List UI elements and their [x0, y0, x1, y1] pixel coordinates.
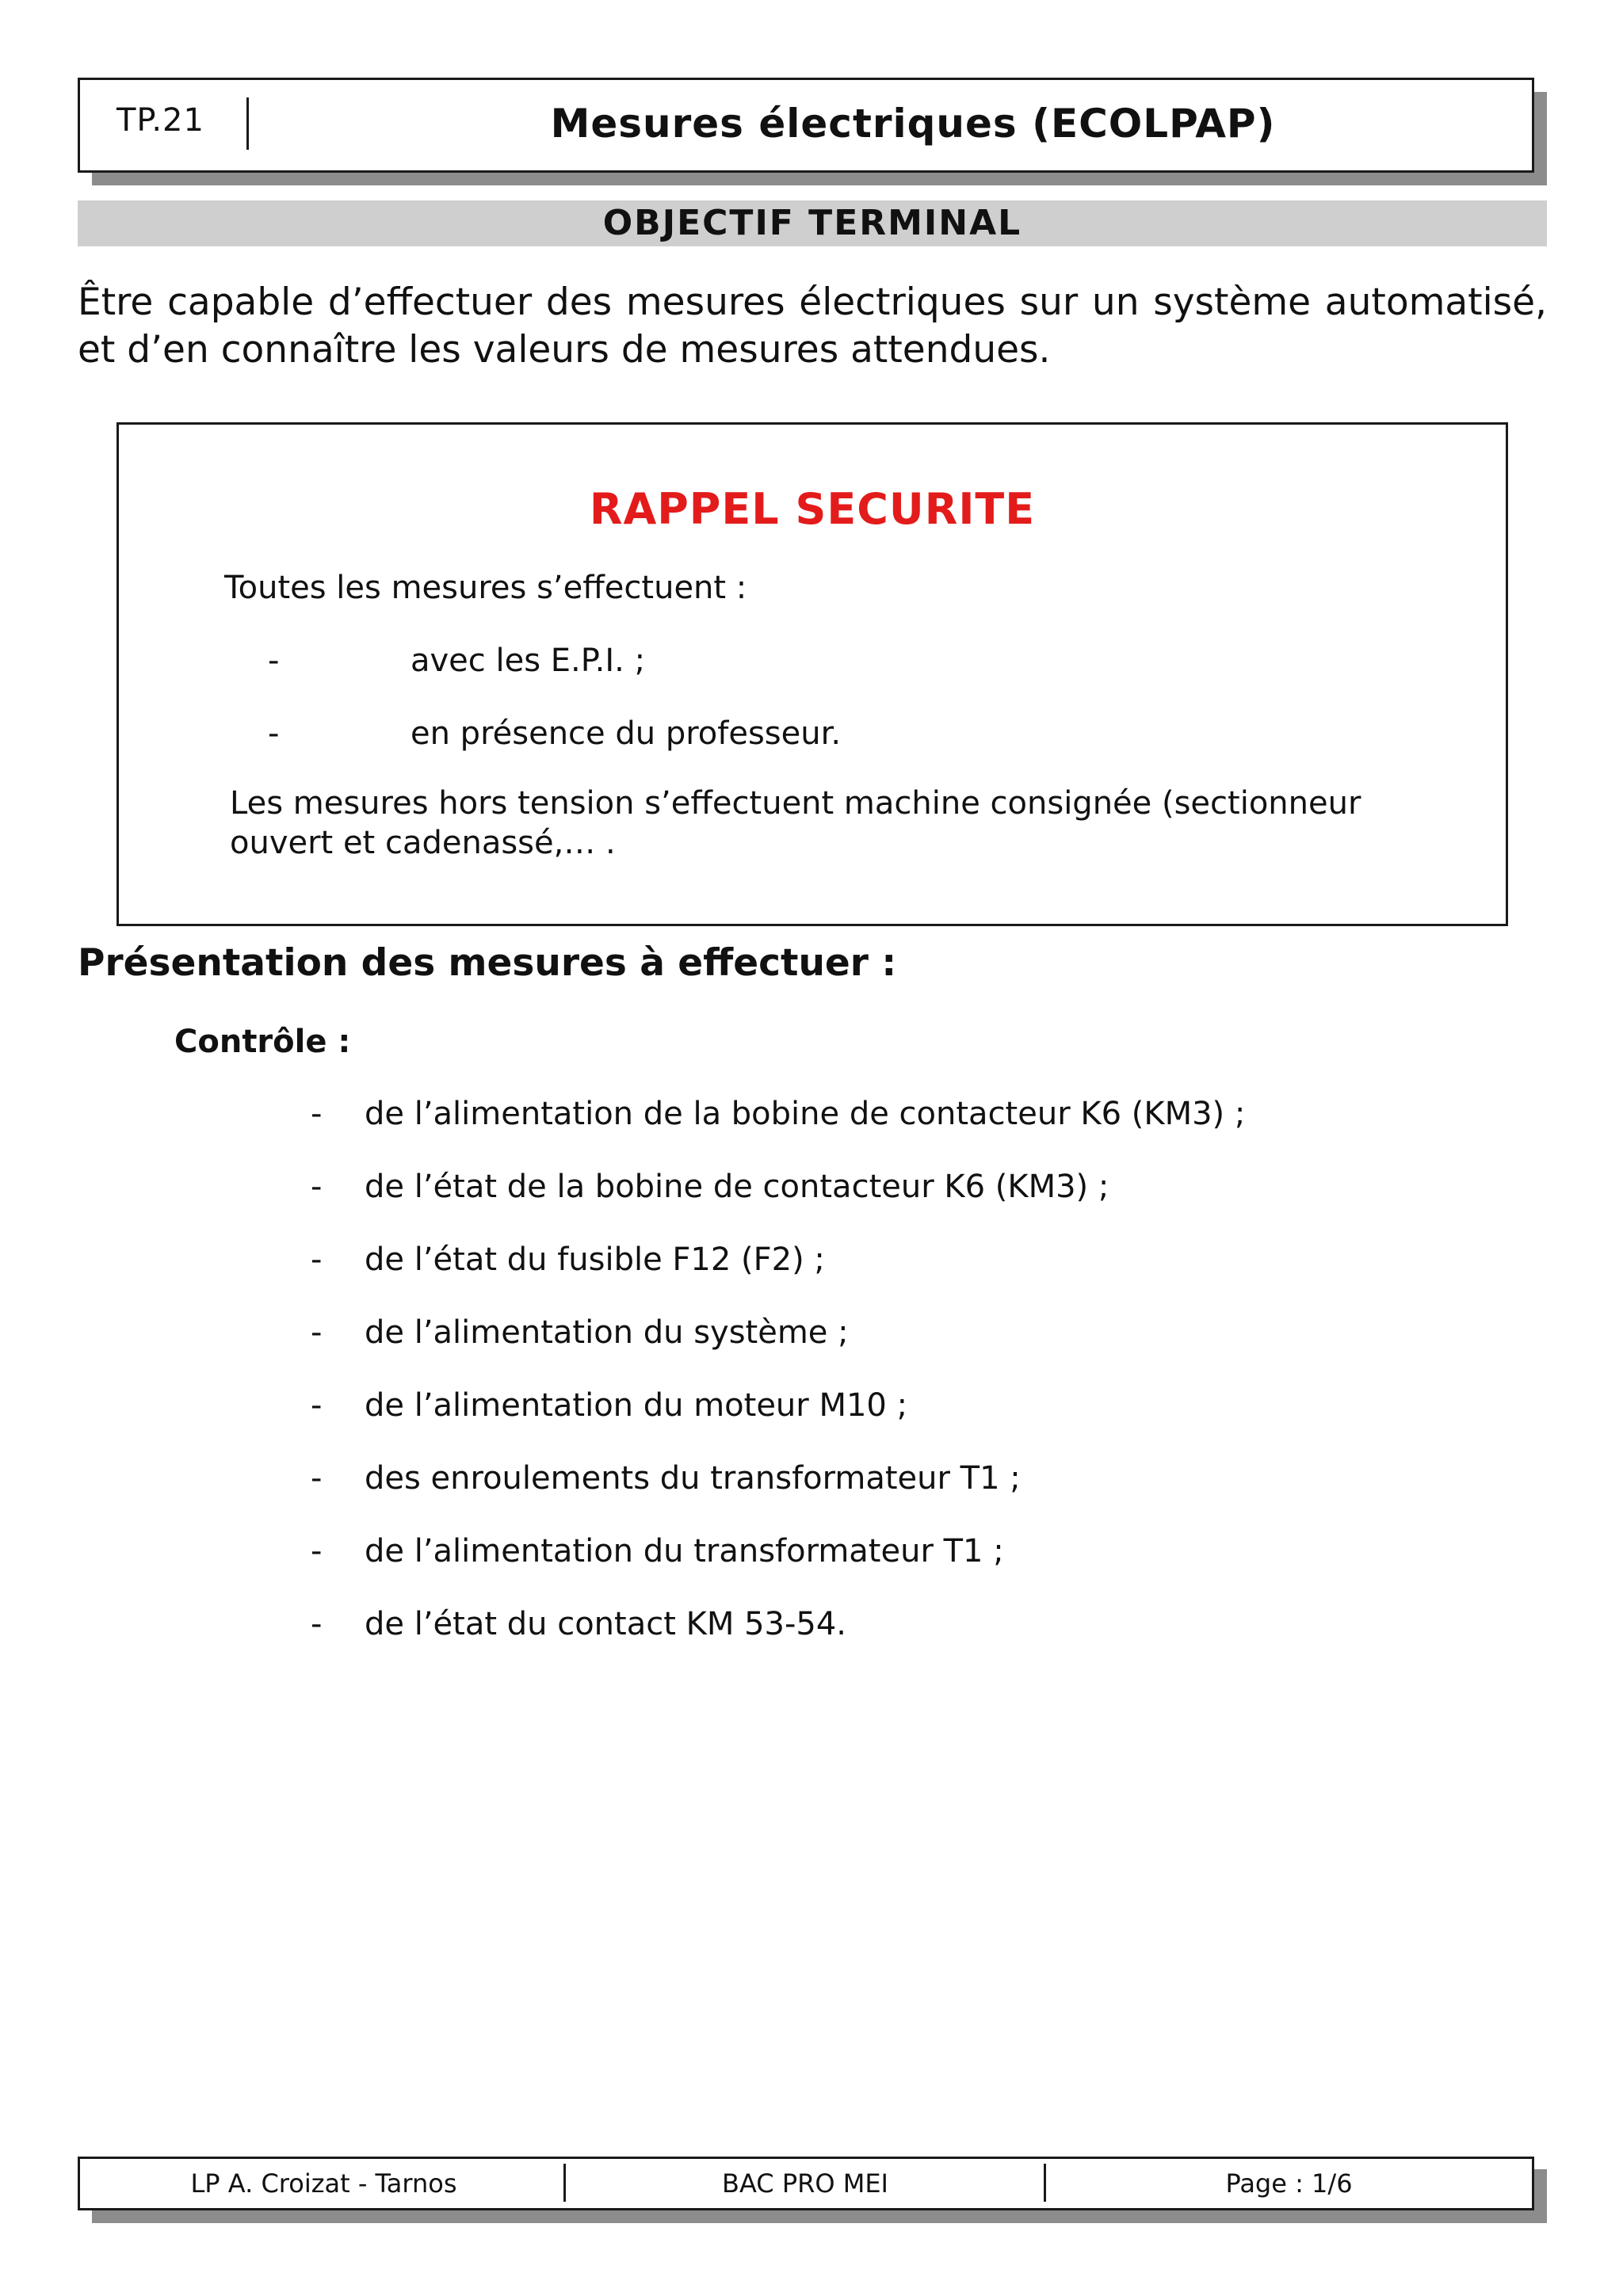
tp-code: TP.21 [116, 102, 204, 139]
safety-item-text: avec les E.P.I. ; [411, 643, 646, 679]
control-list [311, 1093, 1245, 1676]
list-item-text: de l’alimentation du moteur M10 ; [365, 1387, 908, 1424]
list-item [311, 1239, 1245, 1312]
safety-intro: Toutes les mesures s’effectuent : [224, 570, 747, 606]
bullet-dash: - [311, 1169, 323, 1205]
footer-diploma: BAC PRO MEI [722, 2168, 888, 2199]
list-item-text: des enroulements du transformateur T1 ; [365, 1460, 1021, 1497]
bullet-dash: - [311, 1387, 323, 1424]
safety-item [268, 643, 645, 679]
list-item [311, 1385, 1245, 1458]
bullet-dash: - [268, 715, 280, 752]
list-item-text: de l’alimentation du transformateur T1 ; [365, 1533, 1004, 1569]
document-footer [78, 2157, 1534, 2210]
list-item-text: de l’état de la bobine de contacteur K6 (KM3) ; [365, 1169, 1109, 1205]
objective-banner: OBJECTIF TERMINAL [78, 200, 1547, 246]
bullet-dash: - [311, 1533, 323, 1569]
bullet-dash: - [311, 1096, 323, 1132]
bullet-dash: - [268, 643, 280, 679]
safety-item [268, 715, 841, 752]
objective-text: Être capable d’effectuer des mesures électriques sur un système automatisé, et d’en connaître les valeurs de mesures attendues. [78, 280, 1547, 372]
header-divider [246, 97, 249, 150]
list-item [311, 1458, 1245, 1531]
document-title: Mesures électriques (ECOLPAP) [550, 101, 1276, 147]
footer-school: LP A. Croizat - Tarnos [190, 2168, 457, 2199]
list-item-text: de l’état du contact KM 53-54. [365, 1606, 847, 1642]
list-item-text: de l’état du fusible F12 (F2) ; [365, 1241, 825, 1278]
bullet-dash: - [311, 1241, 323, 1278]
bullet-dash: - [311, 1314, 323, 1351]
list-item [311, 1604, 1245, 1676]
bullet-dash: - [311, 1460, 323, 1497]
bullet-dash: - [311, 1606, 323, 1642]
control-heading: Contrôle : [174, 1024, 351, 1060]
list-item [311, 1166, 1245, 1239]
document-header [78, 78, 1534, 173]
list-item [311, 1531, 1245, 1604]
list-item [311, 1093, 1245, 1166]
footer-page-number: Page : 1/6 [1225, 2168, 1353, 2199]
list-item-text: de l’alimentation du système ; [365, 1314, 849, 1351]
safety-note: Les mesures hors tension s’effectuent machine consignée (sectionneur ouvert et cadenassé,… . [230, 785, 1361, 861]
safety-title: RAPPEL SECURITE [589, 484, 1036, 534]
presentation-heading: Présentation des mesures à effectuer : [78, 941, 897, 985]
safety-item-text: en présence du professeur. [411, 715, 842, 752]
list-item [311, 1312, 1245, 1385]
list-item-text: de l’alimentation de la bobine de contacteur K6 (KM3) ; [365, 1096, 1246, 1132]
safety-box [116, 422, 1508, 926]
